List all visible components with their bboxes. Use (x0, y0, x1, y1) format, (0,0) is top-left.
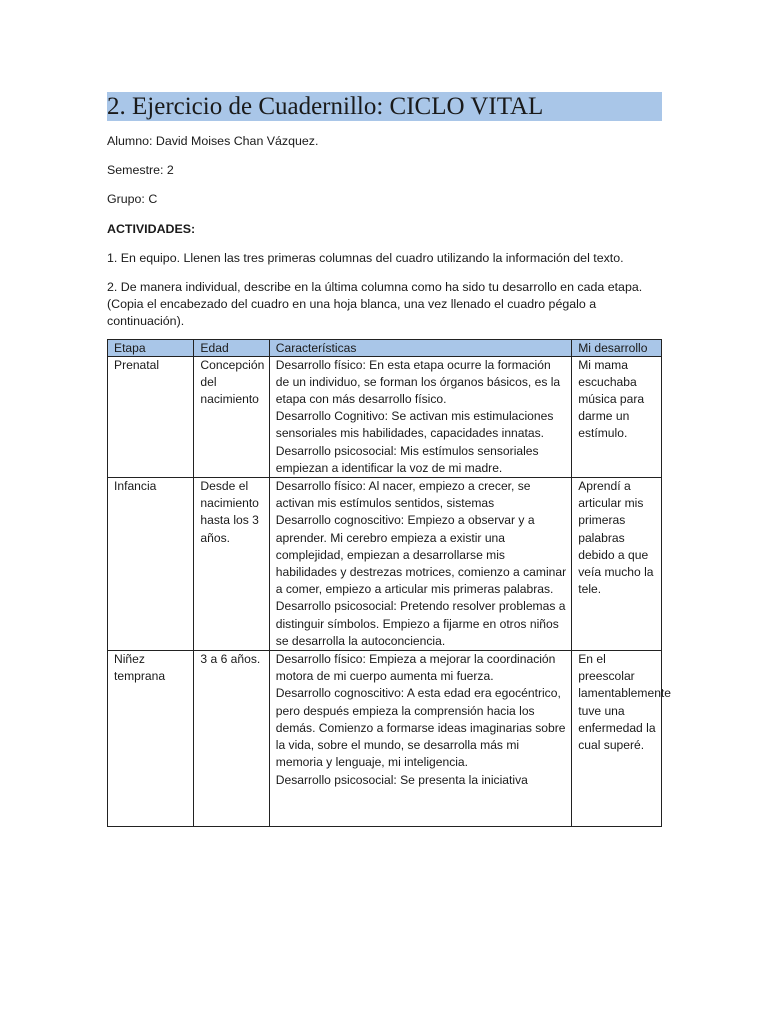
semester: Semestre: 2 (107, 163, 174, 178)
cell-caracteristicas (269, 356, 571, 477)
characteristic-psicosocial: Desarrollo psicosocial: Pretendo resolver problemas a distinguir símbolos. Empiezo a fijarme en otros niños se desarrolla la autoconciencia. (275, 599, 566, 648)
characteristic-fisico: Desarrollo físico: Al nacer, empiezo a crecer, se activan mis estímulos sentidos, sistemas (275, 479, 531, 511)
life-cycle-table (107, 339, 672, 827)
cell-mi-desarrollo: En el preescolar lamentablemente tuve una enfermedad la cual superé. (572, 651, 662, 827)
page-title: 2. Ejercicio de Cuadernillo: CICLO VITAL (107, 92, 662, 121)
cell-caracteristicas (269, 478, 571, 651)
characteristic-cognitivo: Desarrollo cognoscitivo: A esta edad era egocéntrico, pero después empieza la comprensión hacia los demás. Comienzo a formarse ideas imaginarias sobre la vida, sobre el mundo, se desarrolla más mi memoria y lenguaje, mi inteligencia. (275, 686, 566, 770)
cell-mi-desarrollo: Aprendí a articular mis primeras palabras debido a que veía mucho la tele. (572, 478, 662, 651)
table-row (108, 478, 662, 651)
student-name: Alumno: David Moises Chan Vázquez. (107, 134, 319, 148)
characteristic-cognitivo: Desarrollo Cognitivo: Se activan mis estimulaciones sensoriales mis habilidades, capacidades innatas. (275, 409, 554, 441)
table-header-row (108, 339, 662, 356)
cell-edad: Desde el nacimiento hasta los 3 años. (194, 478, 269, 651)
cell-edad: 3 a 6 años. (194, 651, 269, 827)
activities-heading: ACTIVIDADES: (107, 221, 196, 236)
cell-mi-desarrollo: Mi mama escuchaba música para darme un estímulo. (572, 356, 662, 477)
characteristic-fisico: Desarrollo físico: En esta etapa ocurre la formación de un individuo, se forman los órganos básicos, es la etapa con más desarrollo físico. (275, 357, 561, 407)
characteristic-psicosocial: Desarrollo psicosocial: Se presenta la iniciativa (275, 772, 528, 787)
table-row (108, 651, 662, 827)
header-caracteristicas: Características (269, 339, 571, 356)
cell-etapa: Niñez temprana (108, 651, 194, 827)
characteristic-fisico: Desarrollo físico: Empieza a mejorar la coordinación motora de mi cuerpo aumenta mi fuerza. (275, 652, 556, 684)
cell-edad: Concepción del nacimiento (194, 356, 269, 477)
cell-etapa: Prenatal (108, 356, 194, 477)
characteristic-cognitivo: Desarrollo cognoscitivo: Empiezo a observar y a aprender. Mi cerebro empieza a existir una complejidad, empiezan a desarrollarse mis habilidades y destrezas motrices, comienzo a caminar a comer, empiezo a articular mis primeras palabras. (275, 513, 567, 597)
document-page (107, 92, 672, 827)
table-row (108, 356, 662, 477)
cell-caracteristicas (269, 651, 571, 827)
instruction-1: 1. En equipo. Llenen las tres primeras columnas del cuadro utilizando la información del texto. (107, 250, 624, 265)
group: Grupo: C (107, 192, 158, 207)
header-edad: Edad (194, 339, 269, 356)
cell-etapa: Infancia (108, 478, 194, 651)
characteristic-psicosocial: Desarrollo psicosocial: Mis estímulos sensoriales empiezan a identificar la voz de mi madre. (275, 443, 539, 475)
instruction-2: 2. De manera individual, describe en la última columna como ha sido tu desarrollo en cada etapa. (Copia el encabezado del cuadro en una hoja blanca, una vez llenado el cuadro pégalo a continuación). (107, 280, 643, 329)
header-mi-desarrollo: Mi desarrollo (572, 339, 662, 356)
header-etapa: Etapa (108, 339, 194, 356)
